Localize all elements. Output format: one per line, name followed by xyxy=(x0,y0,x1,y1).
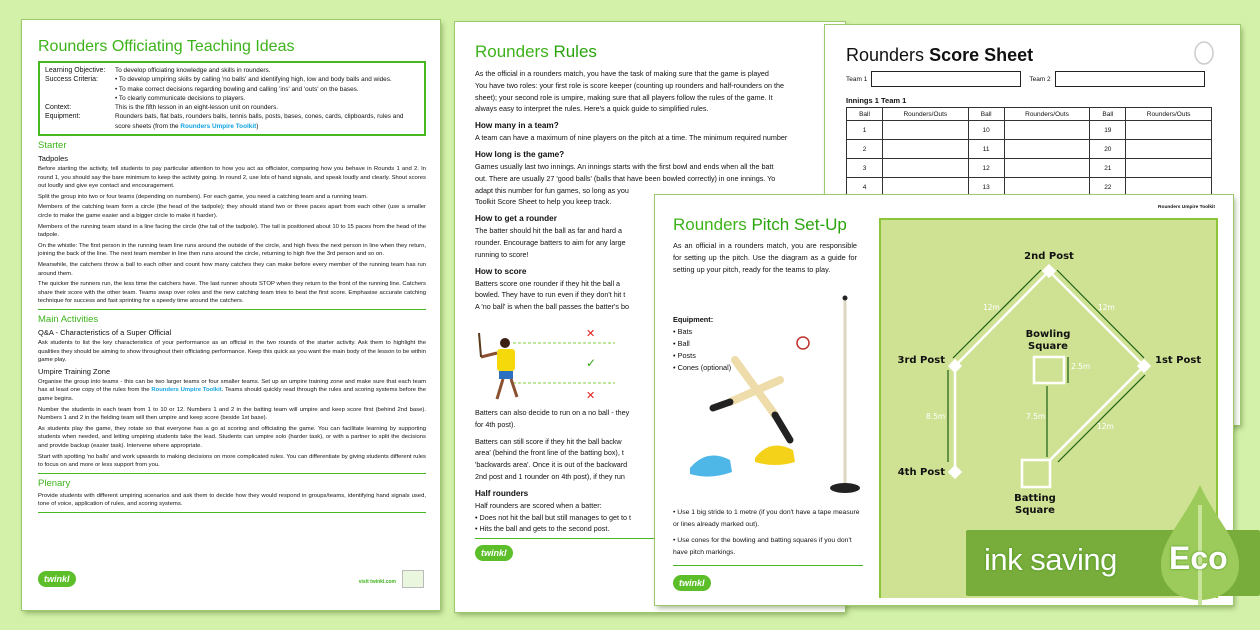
score-table xyxy=(846,107,1212,197)
objective-label: Learning Objective: xyxy=(45,67,106,74)
distance-label: 12m xyxy=(1098,303,1115,312)
paragraph xyxy=(38,378,426,404)
title-part: Rounders xyxy=(846,45,930,65)
no-ball-zone-icon xyxy=(475,321,665,401)
intro-line: As the official in a rounders match, you have the task of making sure that the game is played xyxy=(475,69,769,78)
intro-line: always easy to interpret the rules. Here's a quick guide to simplified rules. xyxy=(475,104,709,114)
twinkl-logo: twinkl xyxy=(673,575,711,591)
equipment-item: • Ball xyxy=(673,339,690,348)
ball-cell: 11 xyxy=(968,140,1004,159)
team2-input[interactable] xyxy=(1055,71,1205,87)
equipment xyxy=(115,112,419,131)
objectives-box xyxy=(38,61,426,136)
ball-cell: 20 xyxy=(1090,140,1126,159)
twinkl-logo: twinkl xyxy=(475,545,513,561)
eco-label: Eco xyxy=(1169,540,1228,576)
rule-line: Toolkit Score Sheet to help you keep track. xyxy=(475,197,612,207)
rule-line: for 4th post). xyxy=(475,419,516,429)
batting-label: Square xyxy=(1015,505,1055,516)
team1-input[interactable] xyxy=(871,71,1021,87)
paragraph: As students play the game, they rotate so that everyone has a go at scoring and officiating the game. You can facilitate learning by supporting students when needed, and letting umpiring students take the lead. Students can umpire solo (harder task), or with a partner to split the decisions and provide backup (easier task). Intervene where appropriate. xyxy=(38,425,426,449)
page-title xyxy=(38,38,426,56)
paragraph: Start with spotting 'no balls' and work upwards to making decisions on more complicated rules. You can differentiate by giving students different rules to focus on and more or less support from you. xyxy=(38,453,426,469)
divider xyxy=(38,512,426,513)
tip-text: Use cones for the bowling and batting squares if you don't have pitch markings. xyxy=(673,537,852,556)
ball-cell: 4 xyxy=(847,178,883,197)
divider xyxy=(38,309,426,310)
ball-cell: 22 xyxy=(1090,178,1126,197)
teaching-ideas-page xyxy=(22,20,440,610)
equipment-end: ) xyxy=(256,122,259,130)
score-cell[interactable] xyxy=(1004,178,1090,197)
table-row xyxy=(847,140,1212,159)
item-text: Cones (optional) xyxy=(677,363,732,372)
divider xyxy=(38,473,426,474)
item-text: Posts xyxy=(677,351,696,360)
distance-label: 7.5m xyxy=(1026,412,1046,421)
tip: • Use 1 big stride to 1 metre (if you don't have a tape measure or lines already marked out). xyxy=(673,509,860,528)
rule-line: area' (behind the front line of the batting box), t xyxy=(475,448,624,458)
paragraph: On the whistle: The first person in the running team line runs around the outside of the circle, and high fives the next person in line when they return, joining the back of the line. The next team member in line then runs around the circle, returning to high five the 3rd person and so on. xyxy=(38,242,426,258)
sub-heading: Q&A - Characteristics of a Super Official xyxy=(38,327,172,337)
equipment-label: Equipment: xyxy=(45,113,81,121)
ball-icon xyxy=(797,337,809,349)
text: Organise the group into teams - this can be two larger teams or four smaller teams. Set up an umpire training zone and make sure that each team has at least one copy of the rules from the xyxy=(38,378,426,394)
sub-heading: Umpire Training Zone xyxy=(38,366,111,376)
rounders-ball-icon xyxy=(1193,40,1215,66)
paragraph: The quicker the runners run, the less time the catchers have. The last runner shouts STOP when they return to the front of the running line. Catchers share their score with the other team. Teams swap over roles and the new catching team tries to beat the first score. Emphasise accurate catching technique for success and fast sprinting for a speedy time around the catchers. xyxy=(38,281,426,305)
svg-text:✕: ✕ xyxy=(586,388,596,401)
rule-heading: How to get a rounder xyxy=(475,214,557,224)
equipment-label: Equipment: xyxy=(673,315,714,324)
page-title xyxy=(475,42,845,62)
bullet-text: Hits the ball and gets to the second post. xyxy=(479,524,610,534)
score-cell[interactable] xyxy=(1126,178,1212,197)
rule-line: A team can have a maximum of nine players on the pitch at a time. The minimum required number xyxy=(475,133,788,143)
equipment-item: • Cones (optional) xyxy=(673,363,732,372)
title-part: Rules xyxy=(553,42,597,61)
tips xyxy=(673,507,863,563)
criterion: • To develop umpiring skills by calling 'no balls' and identifying high, low and body balls and wides. xyxy=(115,75,392,84)
rule-line: out. There are usually 27 'good balls' (balls that have been bowled correctly) in one innings. Yo xyxy=(475,173,776,183)
footer xyxy=(38,570,424,588)
bowling-label: Bowling xyxy=(1025,329,1071,340)
rule-line: Batters can also decide to run on a no ball - they xyxy=(475,407,630,417)
team1-label: Team 1 xyxy=(846,75,868,83)
rule-heading: How to score xyxy=(475,266,527,276)
score-cell[interactable] xyxy=(883,178,969,197)
ball-cell: 19 xyxy=(1090,121,1126,140)
header-cell: Rounders/Outs xyxy=(1126,108,1212,121)
title-part: Rounders xyxy=(475,42,554,61)
rule-line: running to score! xyxy=(475,249,529,259)
distance-label: 8.5m xyxy=(926,412,946,421)
header-cell: Ball xyxy=(968,108,1004,121)
section-heading: Plenary xyxy=(38,477,71,489)
header-cell: Rounders/Outs xyxy=(883,108,969,121)
criteria-label: Success Criteria: xyxy=(45,76,98,84)
rule-heading: How many in a team? xyxy=(475,121,559,131)
toolkit-label: Rounders Umpire Toolkit xyxy=(1158,205,1215,210)
title-part: Rounders Officiating xyxy=(38,38,187,55)
section-heading: Starter xyxy=(38,140,67,152)
quality-badge-icon xyxy=(402,570,424,588)
table-row xyxy=(847,178,1212,197)
paragraph: Meanwhile, the catchers throw a ball to each other and count how many catches they can make before every member of the running team has run around them. xyxy=(38,262,426,277)
batting-label: Batting xyxy=(1014,493,1056,504)
post-2-label: 2nd Post xyxy=(1024,251,1074,262)
ink-saving-label: ink saving xyxy=(984,542,1117,577)
title-part: Pitch Set-Up xyxy=(751,215,847,234)
text: . Teams should quickly read through the rules and scoring systems before the game begins. xyxy=(38,387,426,402)
item-text: Ball xyxy=(677,339,690,348)
distance-label: 12m xyxy=(1097,422,1114,431)
criterion: • To clearly communicate decisions to players. xyxy=(115,94,392,103)
svg-text:✕: ✕ xyxy=(586,326,596,340)
toolkit-link[interactable]: Rounders Umpire Toolkit xyxy=(180,122,257,130)
score-cell[interactable] xyxy=(1004,140,1090,159)
rule-line: 2nd post and 1 rounder on 4th post), if they run xyxy=(475,471,625,481)
ball-cell: 3 xyxy=(847,159,883,178)
intro: As an official in a rounders match, you are responsible for setting up the pitch. Use the diagram as a guide for setting up your pitch, ready for the teams to play. xyxy=(673,241,857,274)
score-cell[interactable] xyxy=(1004,159,1090,178)
ball-cell: 1 xyxy=(847,121,883,140)
post-4-label: 4th Post xyxy=(897,467,945,478)
bullet-text: Does not hit the ball but still manages to get to t xyxy=(479,512,631,522)
distance-label: 2.5m xyxy=(1071,362,1091,371)
cone-icon xyxy=(755,446,795,466)
svg-text:✓: ✓ xyxy=(586,355,597,370)
title-part: Rounders xyxy=(673,215,752,234)
score-cell[interactable] xyxy=(883,121,969,140)
paragraph: Ask students to list the key characteristics of your performance as an official in the two rounds of the starter activity. Ask them to highlight the qualities they should be aiming to show throughout their officiating performance. Keep this quick as you want the main body of the lesson to be within game play. xyxy=(38,339,426,364)
table-header xyxy=(847,108,1212,121)
paragraph: Members of the catching team form a circle (the head of the tadpole); they should stand two or three paces apart from each other (use a smaller circle to make the game easier and a bigger circle to make it harder). xyxy=(38,204,426,220)
rule-heading: How long is the game? xyxy=(475,149,565,159)
objective: To develop officiating knowledge and skills in rounders. xyxy=(115,67,271,74)
rule-heading: Half rounders xyxy=(475,488,529,498)
title-part: Teaching Ideas xyxy=(186,38,295,55)
score-cell[interactable] xyxy=(1004,121,1090,140)
post-1-label: 1st Post xyxy=(1155,355,1202,366)
intro-line: sheet); your second role is umpire, making sure that all players follow the rules of the game. It xyxy=(475,92,773,102)
table-row xyxy=(847,121,1212,140)
rule-line: Batters can still score if they hit the ball backw xyxy=(475,436,622,446)
header-cell: Ball xyxy=(847,108,883,121)
post-3-label: 3rd Post xyxy=(897,355,945,366)
distance-label: 12m xyxy=(983,303,1000,312)
header-cell: Ball xyxy=(1090,108,1126,121)
intro-line: You have two roles: your first role is score keeper (counting up rounders and half-rounders on the xyxy=(475,80,784,90)
rule-line: Games usually last two innings. An innings starts with the first bowl and ends when all the batt xyxy=(475,161,774,171)
rule-line: Half rounders are scored when a batter: xyxy=(475,500,602,510)
criterion: • To make correct decisions regarding bowling and calling 'ins' and 'outs' on the bases. xyxy=(115,85,392,94)
bowling-label: Square xyxy=(1028,341,1068,352)
equipment-text: Rounders bats, flat bats, rounders balls, tennis balls, posts, bases, cones, cards, clipboards, rules and score sheets (from the xyxy=(115,113,404,130)
ball-cell: 2 xyxy=(847,140,883,159)
toolkit-link[interactable]: Rounders Umpire Toolkit xyxy=(151,387,222,394)
divider xyxy=(673,565,863,566)
team-fields xyxy=(846,71,1240,87)
rule-line: bowled. They have to run even if they don't hit t xyxy=(475,290,626,300)
ball-cell: 13 xyxy=(968,178,1004,197)
equipment-item: • Posts xyxy=(673,351,696,360)
rule-line: A 'no ball' is when the ball passes the batter's bo xyxy=(475,302,629,312)
paragraph: Number the students in each team from 1 to 10 or 12. Numbers 1 and 2 in the batting team will umpire and keep score first (behind 2nd base). Numbers 1 and 2 in the fielding team will then umpire and keep score (beside 1st base). xyxy=(38,406,426,422)
paragraph: Provide students with different umpiring scenarios and ask them to decide how they would respond in groups/teams, identifying hand signals used, tone of voice, application of rules, and scoring systems. xyxy=(38,492,426,508)
visit-link[interactable]: visit twinkl.com xyxy=(358,579,396,585)
team2-label: Team 2 xyxy=(1029,75,1051,83)
rule-line: rounder. Encourage batters to aim for any large xyxy=(475,237,626,247)
table-row xyxy=(847,159,1212,178)
context-label: Context: xyxy=(45,104,72,112)
paragraph: Members of the running team stand in a line facing the circle (the tail of the tadpole). The tail is positioned about 10 to 15 paces from the head of the tadpole. xyxy=(38,223,426,239)
score-cell[interactable] xyxy=(883,140,969,159)
rule-line: Batters score one rounder if they hit the ball a xyxy=(475,278,621,288)
score-cell[interactable] xyxy=(1126,159,1212,178)
rule-line: adapt this number for fun games, so long as you xyxy=(475,185,629,195)
context: This is the fifth lesson in an eight-lesson unit on rounders. xyxy=(115,104,279,112)
tip-text: Use 1 big stride to 1 metre (if you don't have a tape measure or lines already marked out). xyxy=(673,509,860,528)
equipment-illustration xyxy=(685,290,865,500)
bullet: • Hits the ball and gets to the second post. xyxy=(475,524,610,534)
cone-icon xyxy=(690,456,732,477)
innings-label: Innings 1 Team 1 xyxy=(846,96,907,105)
ink-saving-eco-badge xyxy=(966,530,1260,596)
page-title xyxy=(846,45,1240,66)
score-cell[interactable] xyxy=(1126,121,1212,140)
item-text: Bats xyxy=(677,327,693,336)
header-cell: Rounders/Outs xyxy=(1004,108,1090,121)
ball-cell: 12 xyxy=(968,159,1004,178)
section-heading: Main Activities xyxy=(38,313,99,325)
sub-heading: Tadpoles xyxy=(38,154,69,164)
rule-line: The batter should hit the ball as far and hard a xyxy=(475,226,623,236)
ball-cell: 21 xyxy=(1090,159,1126,178)
title-part: Score Sheet xyxy=(929,45,1034,65)
rule-line: 'backwards area'. Once it is out of the backward xyxy=(475,460,628,470)
page-title xyxy=(673,215,847,235)
score-cell[interactable] xyxy=(1126,140,1212,159)
score-cell[interactable] xyxy=(883,159,969,178)
twinkl-logo: twinkl xyxy=(38,571,76,587)
bullet: • Does not hit the ball but still manages to get to t xyxy=(475,512,631,522)
paragraph: Before starting the activity, tell students to pay particular attention to how you act as officiator, comparing how you behave in Rounds 1 and 2. In round 1, you should say the bare minimum to keep the activity going. In round 2, use lots of hand signals, and speak loudly and clearly. Shout scores out loudly and give eye contact and encouragement. xyxy=(38,166,426,190)
paragraph: Split the group into two or four teams (depending on numbers). For each game, you need a catching team and a running team. xyxy=(38,193,368,200)
criteria-list xyxy=(115,75,392,103)
ball-cell: 10 xyxy=(968,121,1004,140)
equipment-item: • Bats xyxy=(673,327,693,336)
tip: • Use cones for the bowling and batting squares if you don't have pitch markings. xyxy=(673,537,852,556)
divider xyxy=(475,538,675,539)
